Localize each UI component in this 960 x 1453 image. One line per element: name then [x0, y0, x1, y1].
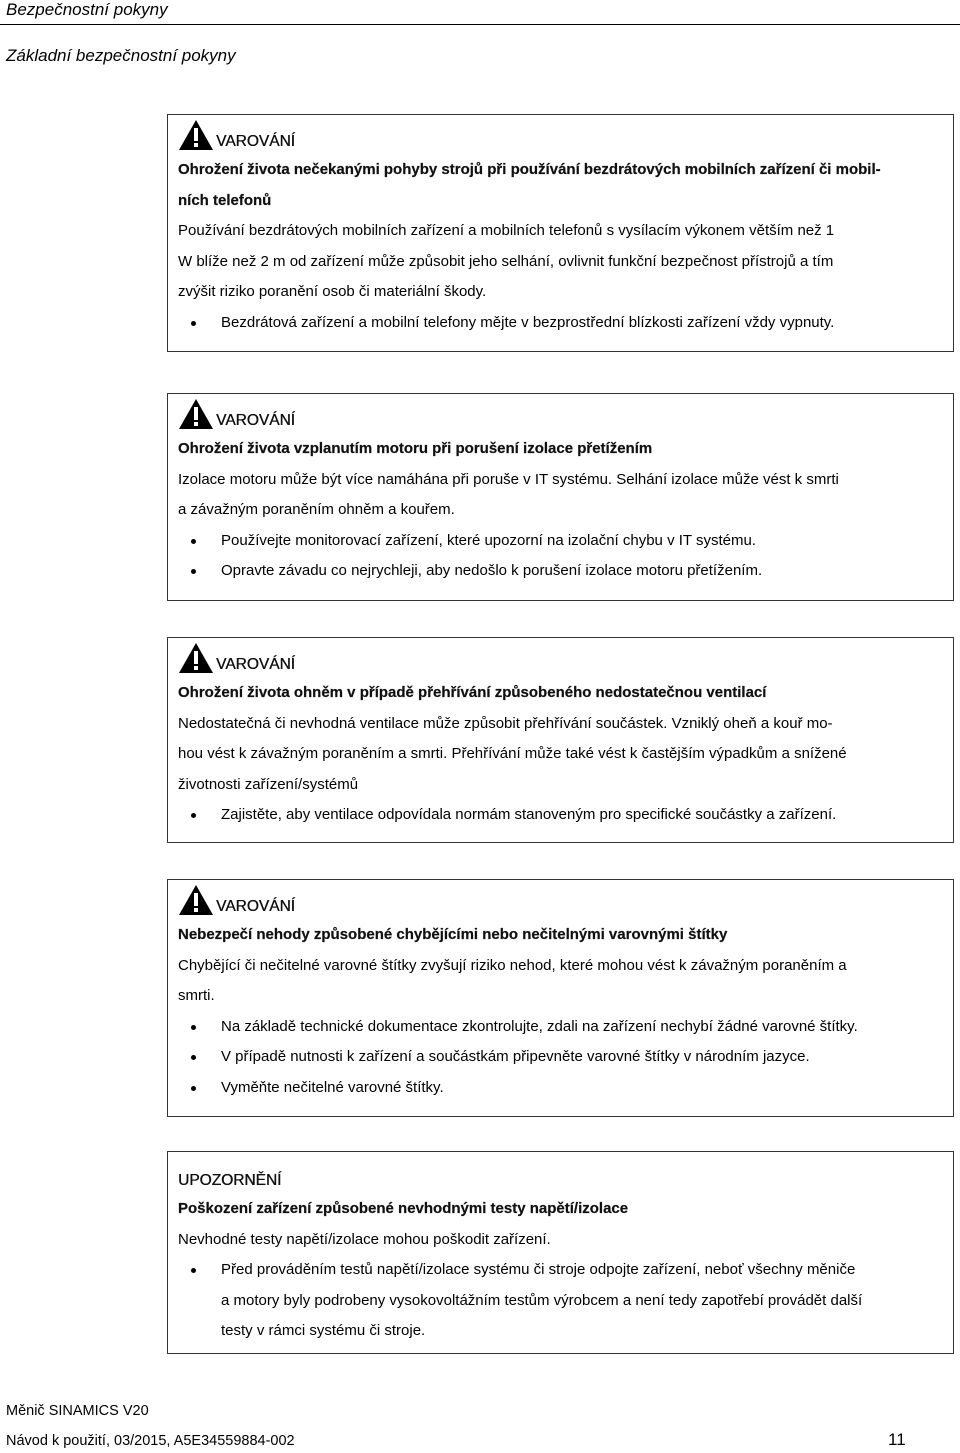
- hazard-description: [178, 1225, 943, 1256]
- warning-box: [167, 637, 954, 843]
- hazard-title: [178, 434, 943, 465]
- description-line: Používání bezdrátových mobilních zařízení a mobilních telefonů s vysílacím výkonem větším než 1: [178, 222, 835, 239]
- warning-box: [167, 114, 954, 352]
- signal-word-row: [178, 115, 943, 155]
- signal-word-row: [178, 394, 943, 434]
- list-item: Používejte monitorovací zařízení, které upozorní na izolační chybu v IT systému.: [178, 526, 943, 557]
- list-item-line: testy v rámci systému či stroje.: [221, 1322, 426, 1339]
- list-item: Opravte závadu co nejrychleji, aby nedošlo k porušení izolace motoru přetížením.: [178, 556, 943, 587]
- signal-word-row: [178, 638, 943, 678]
- hazard-title-line: Ohrožení života vzplanutím motoru při porušení izolace přetížením: [178, 440, 653, 457]
- signal-word: VAROVÁNÍ: [216, 898, 295, 915]
- list-item: Zajistěte, aby ventilace odpovídala normám stanoveným pro specifické součástky a zařízení.: [178, 800, 943, 831]
- warning-triangle-icon: [178, 884, 214, 916]
- signal-word: VAROVÁNÍ: [216, 133, 295, 150]
- list-item: Na základě technické dokumentace zkontrolujte, zdali na zařízení nechybí žádné varovné štítky.: [178, 1012, 943, 1043]
- measures-list: [178, 800, 943, 831]
- description-line: životnosti zařízení/systémů: [178, 775, 359, 793]
- hazard-title: [178, 920, 943, 951]
- footer-product-name: Měnič SINAMICS V20: [6, 1403, 149, 1419]
- hazard-title: [178, 1194, 943, 1225]
- description-line: Izolace motoru může být více namáhána při poruše v IT systému. Selhání izolace může vést k smrti: [178, 470, 839, 488]
- hazard-title-line: ních telefonů: [178, 191, 272, 209]
- signal-word: VAROVÁNÍ: [216, 656, 295, 673]
- hazard-title: [178, 155, 943, 216]
- measures-list: [178, 308, 943, 339]
- page-number: 11: [888, 1430, 906, 1449]
- hazard-description: [178, 709, 943, 801]
- description-line: Nedostatečná či nevhodná ventilace může způsobit přehřívání součástek. Vzniklý oheň a kouř mo-: [178, 714, 833, 732]
- warning-triangle-icon: [178, 642, 214, 674]
- warning-triangle-icon: [178, 398, 214, 430]
- hazard-description: [178, 951, 943, 1012]
- hazard-title-line: Ohrožení života nečekanými pohyby strojů při používání bezdrátových mobilních zařízení či mobil-: [178, 161, 881, 178]
- footer-document-info: Návod k použití, 03/2015, A5E34559884-002: [6, 1433, 295, 1449]
- list-item: Bezdrátová zařízení a mobilní telefony mějte v bezprostřední blízkosti zařízení vždy vypnuty.: [178, 308, 943, 339]
- signal-word-row: [178, 1152, 943, 1194]
- description-line: a závažným poraněním ohněm a kouřem.: [178, 501, 455, 518]
- description-line: W blíže než 2 m od zařízení může způsobit jeho selhání, ovlivnit funkční bezpečnost přístrojů a tím: [178, 252, 834, 270]
- description-line: hou vést k závažným poraněním a smrti. Přehřívání může také vést k častějším výpadkům a snížené: [178, 745, 847, 762]
- page-header-title: Bezpečnostní pokyny: [6, 0, 168, 19]
- hazard-description: [178, 216, 943, 308]
- description-line: zvýšit riziko poranění osob či materiální škody.: [178, 283, 487, 300]
- list-item: Vyměňte nečitelné varovné štítky.: [178, 1073, 943, 1104]
- warning-box: [167, 879, 954, 1117]
- measures-list: [178, 526, 943, 587]
- section-title: Základní bezpečnostní pokyny: [6, 46, 236, 65]
- hazard-title-line: Poškození zařízení způsobené nevhodnými testy napětí/izolace: [178, 1200, 629, 1217]
- description-line: Chybějící či nečitelné varovné štítky zvyšují riziko nehod, které mohou vést k závažným poraněním a: [178, 956, 847, 974]
- list-item: [178, 1255, 943, 1347]
- hazard-title: [178, 678, 943, 709]
- measures-list: [178, 1255, 943, 1347]
- measures-list: [178, 1012, 943, 1104]
- notice-box: [167, 1151, 954, 1354]
- hazard-description: [178, 465, 943, 526]
- list-item-line: Před prováděním testů napětí/izolace systému či stroje odpojte zařízení, neboť všechny měniče: [221, 1261, 856, 1278]
- list-item: V případě nutnosti k zařízení a součástkám připevněte varovné štítky v národním jazyce.: [178, 1042, 943, 1073]
- hazard-title-line: Ohrožení života ohněm v případě přehřívání způsobeného nedostatečnou ventilací: [178, 684, 767, 701]
- signal-word: VAROVÁNÍ: [216, 412, 295, 429]
- warning-box: [167, 393, 954, 601]
- signal-word-row: [178, 880, 943, 920]
- warning-triangle-icon: [178, 119, 214, 151]
- header-rule: [0, 24, 960, 25]
- list-item-line: a motory byly podrobeny vysokovoltážním testům výrobcem a není tedy zapotřebí provádět další: [221, 1291, 863, 1309]
- description-line: smrti.: [178, 987, 215, 1004]
- signal-word: UPOZORNĚNÍ: [178, 1172, 282, 1189]
- description-line: Nevhodné testy napětí/izolace mohou poškodit zařízení.: [178, 1230, 551, 1248]
- hazard-title-line: Nebezpečí nehody způsobené chybějícími nebo nečitelnými varovnými štítky: [178, 926, 728, 943]
